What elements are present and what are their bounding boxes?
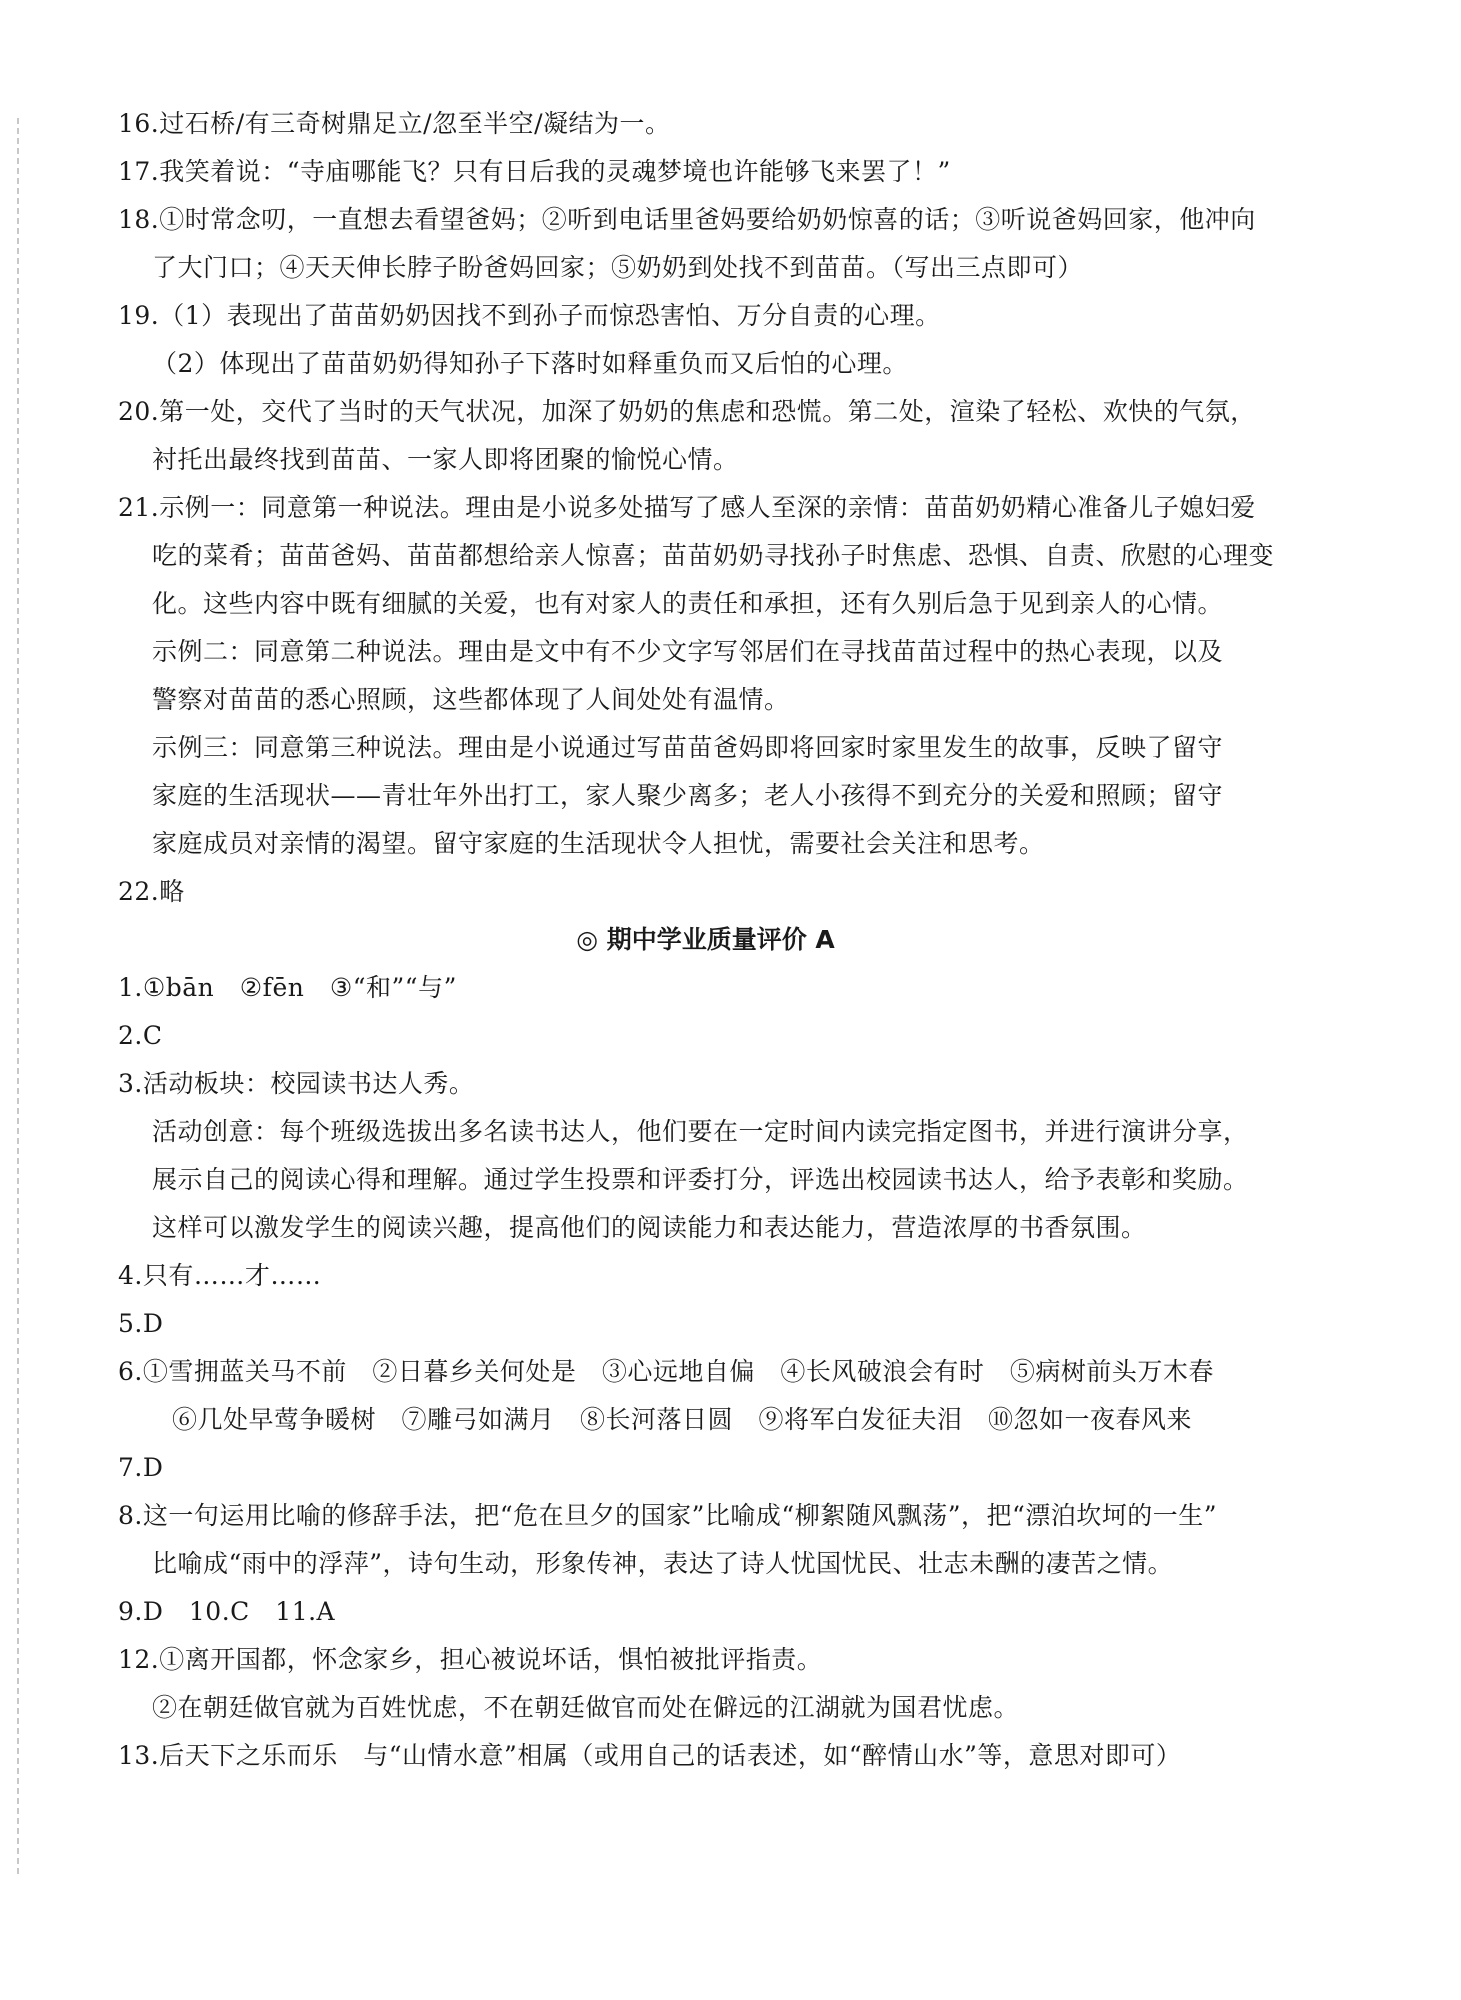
answer-line: 20.第一处，交代了当时的天气状况，加深了奶奶的焦虑和恐慌。第二处，渲染了轻松、欢快的气氛， xyxy=(118,397,1256,426)
section-title: ◎ 期中学业质量评价 A xyxy=(576,925,835,954)
answer-line: 22.略 xyxy=(118,877,185,906)
answer-line: 活动创意：每个班级选拔出多名读书达人，他们要在一定时间内读完指定图书，并进行演讲分享， xyxy=(152,1117,1249,1146)
answer-line: 化。这些内容中既有细腻的关爱，也有对家人的责任和承担，还有久别后急于见到亲人的心情。 xyxy=(152,589,1224,618)
answer-page xyxy=(118,108,1293,1788)
answer-line: 这样可以激发学生的阅读兴趣，提高他们的阅读能力和表达能力，营造浓厚的书香氛围。 xyxy=(152,1213,1147,1242)
answer-line: 示例三：同意第三种说法。理由是小说通过写苗苗爸妈即将回家时家里发生的故事，反映了留守 xyxy=(152,733,1224,762)
answer-line: 16.过石桥/有三奇树鼎足立/忽至半空/凝结为一。 xyxy=(118,109,671,138)
answer-line: 衬托出最终找到苗苗、一家人即将团聚的愉悦心情。 xyxy=(152,445,739,474)
answer-line: 1.①bān ②fēn ③“和”“与” xyxy=(118,973,457,1002)
answer-line: 展示自己的阅读心得和理解。通过学生投票和评委打分，评选出校园读书达人，给予表彰和奖励。 xyxy=(152,1165,1249,1194)
answer-line: 5.D xyxy=(118,1309,164,1338)
answer-line: 8.这一句运用比喻的修辞手法，把“危在旦夕的国家”比喻成“柳絮随风飘荡”，把“漂泊坎坷的一生” xyxy=(118,1501,1218,1530)
answer-line: 家庭成员对亲情的渴望。留守家庭的生活现状令人担忧，需要社会关注和思考。 xyxy=(152,829,1045,858)
answer-line: 9.D 10.C 11.A xyxy=(118,1597,336,1626)
answer-line: ⑥几处早莺争暖树 ⑦雕弓如满月 ⑧长河落日圆 ⑨将军白发征夫泪 ⑩忽如一夜春风来 xyxy=(172,1405,1193,1434)
answer-line: 示例二：同意第二种说法。理由是文中有不少文字写邻居们在寻找苗苗过程中的热心表现，以及 xyxy=(152,637,1224,666)
answer-line: 7.D xyxy=(118,1453,164,1482)
answer-line: 警察对苗苗的悉心照顾，这些都体现了人间处处有温情。 xyxy=(152,685,790,714)
answer-line: 18.①时常念叨，一直想去看望爸妈；②听到电话里爸妈要给奶奶惊喜的话；③听说爸妈回家，他冲向 xyxy=(118,205,1256,234)
answer-line: 19.（1）表现出了苗苗奶奶因找不到孙子而惊恐害怕、万分自责的心理。 xyxy=(118,301,941,330)
answer-line: 3.活动板块：校园读书达人秀。 xyxy=(118,1069,475,1098)
answer-line: 4.只有……才…… xyxy=(118,1261,322,1290)
answer-line: 21.示例一：同意第一种说法。理由是小说多处描写了感人至深的亲情：苗苗奶奶精心准备儿子媳妇爱 xyxy=(118,493,1256,522)
binding-margin-line xyxy=(17,118,19,1878)
answer-line: 家庭的生活现状——青壮年外出打工，家人聚少离多；老人小孩得不到充分的关爱和照顾；留守 xyxy=(152,781,1224,810)
answer-line: 12.①离开国都，怀念家乡，担心被说坏话，惧怕被批评指责。 xyxy=(118,1645,823,1674)
answer-line: 2.C xyxy=(118,1021,163,1050)
answer-line: ②在朝廷做官就为百姓忧虑，不在朝廷做官而处在僻远的江湖就为国君忧虑。 xyxy=(152,1693,1020,1722)
answer-line: （2）体现出了苗苗奶奶得知孙子下落时如释重负而又后怕的心理。 xyxy=(152,349,908,378)
answer-line: 13.后天下之乐而乐 与“山情水意”相属（或用自己的话表述，如“醉情山水”等，意思对即可） xyxy=(118,1741,1182,1770)
answer-line: 了大门口；④天天伸长脖子盼爸妈回家；⑤奶奶到处找不到苗苗。（写出三点即可） xyxy=(152,253,1084,282)
answer-line: 6.①雪拥蓝关马不前 ②日暮乡关何处是 ③心远地自偏 ④长风破浪会有时 ⑤病树前头万木春 xyxy=(118,1357,1214,1386)
answer-line: 比喻成“雨中的浮萍”，诗句生动，形象传神，表达了诗人忧国忧民、壮志未酬的凄苦之情。 xyxy=(152,1549,1174,1578)
answer-line: 吃的菜肴；苗苗爸妈、苗苗都想给亲人惊喜；苗苗奶奶寻找孙子时焦虑、恐惧、自责、欣慰的心理变 xyxy=(152,541,1275,570)
answer-line: 17.我笑着说：“寺庙哪能飞？只有日后我的灵魂梦境也许能够飞来罢了！” xyxy=(118,157,951,186)
